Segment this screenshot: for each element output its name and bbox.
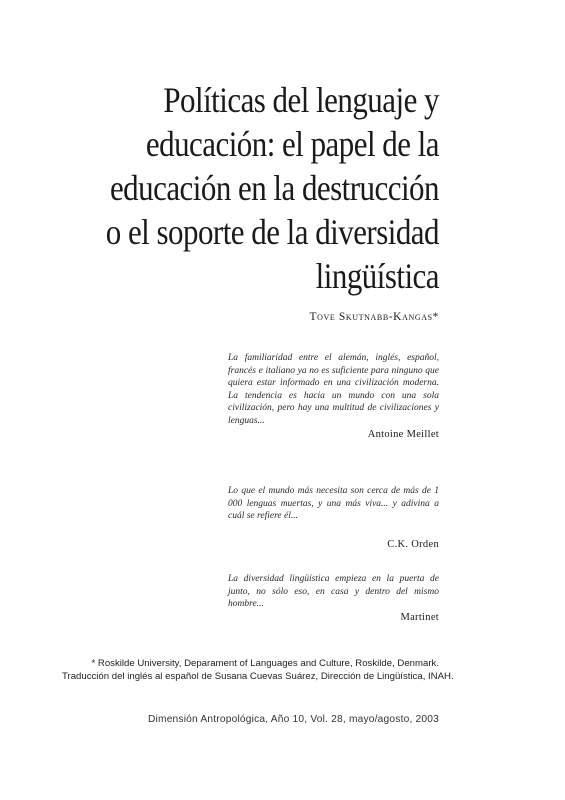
title-line: o el soporte de la diversidad	[105, 212, 440, 252]
footnote	[62, 657, 454, 683]
running-footer: Dimensión Antropológica, Año 10, Vol. 28, mayo/agosto, 2003	[147, 714, 439, 725]
footnote-affiliation: * Roskilde University, Deparament of Languages and Culture, Roskilde, Denmark.	[91, 658, 439, 669]
epigraph-quote: Lo que el mundo más necesita son cerca de más de 1 000 lenguas muertas, y una más viva... y adivina a cuál se refiere él...	[228, 486, 439, 522]
epigraph	[228, 352, 439, 440]
epigraph-quote: La familiaridad entre el alemán, inglés, español, francés e italiano ya no es suficiente para ninguno que quiera estar informado en una civilización moderna. La tendencia es hacia un mundo con una sola civilización, pero hay una multitud de civilizaciones y lenguas...	[228, 353, 439, 426]
epigraph-attribution: Martinet	[400, 611, 439, 623]
article-title	[95, 78, 439, 298]
epigraph	[228, 573, 439, 623]
title-line: Políticas del lenguaje y	[163, 80, 439, 120]
epigraph-attribution: C.K. Orden	[387, 538, 439, 550]
epigraph	[228, 485, 439, 550]
author-name: Tove Skutnabb-Kangas*	[309, 311, 439, 323]
epigraph-attribution: Antoine Meillet	[367, 428, 439, 440]
footnote-translation: Traducción del inglés al español de Susana Cuevas Suárez, Dirección de Lingüística, INAH.	[62, 671, 454, 682]
title-line: lingüística	[315, 256, 439, 296]
title-line: educación en la destrucción	[109, 168, 439, 208]
title-line: educación: el papel de la	[145, 124, 439, 164]
epigraph-quote: La diversidad lingüística empieza en la puerta de junto, no sólo eso, en casa y dentro del mismo hombre...	[228, 574, 439, 610]
